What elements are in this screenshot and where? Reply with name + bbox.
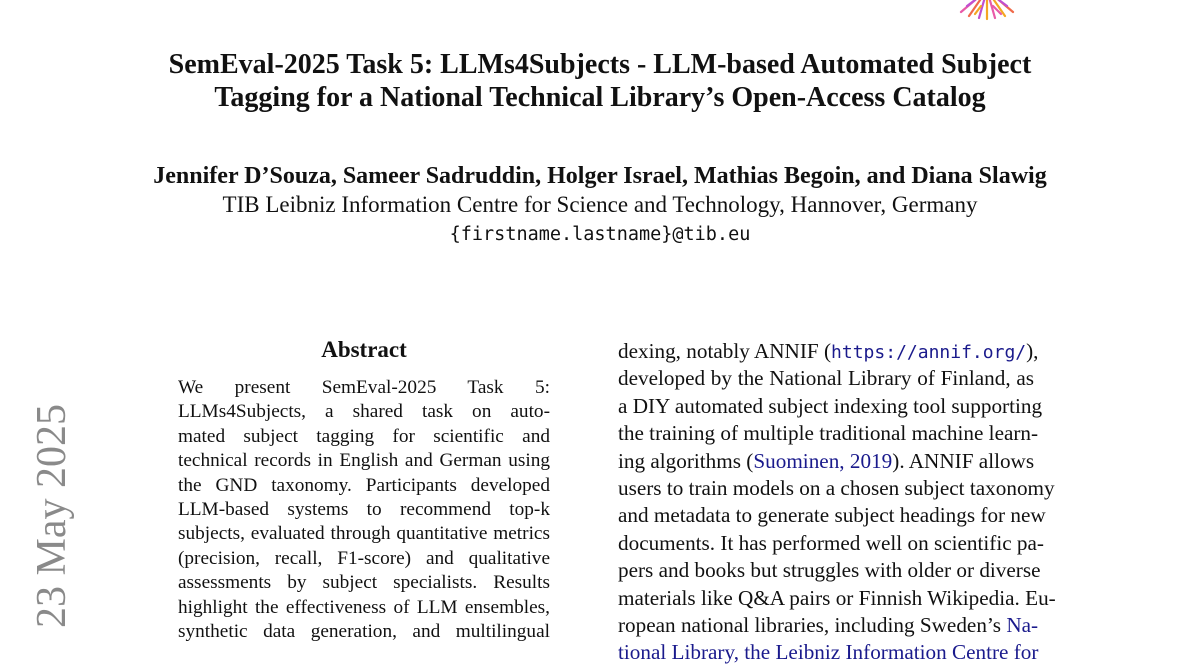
abstract-line: technical records in English and German using <box>178 450 550 472</box>
author-email: {firstname.lastname}@tib.eu <box>449 224 751 245</box>
body-line: developed by the National Library of Finland, as <box>618 366 1034 391</box>
abstract-line: assessments by subject specialists. Results <box>178 572 550 594</box>
abstract-line: highlight the effectiveness of LLM ensembles, <box>178 596 550 618</box>
body-text-fragment: dexing, notably ANNIF ( <box>618 339 832 363</box>
abstract-line: subjects, evaluated through quantitative metrics <box>178 523 550 545</box>
abstract-line: LLM-based systems to recommend top-k <box>178 498 550 520</box>
title-line-1: SemEval-2025 Task 5: LLMs4Subjects - LLM-based Automated Subject <box>168 49 1032 80</box>
annif-url-link[interactable]: https://annif.org/ <box>831 342 1027 363</box>
body-text-fragment: ), <box>1026 339 1039 363</box>
body-text-fragment: ropean national libraries, including Sweden’s <box>618 612 1007 637</box>
abstract-line: the GND taxonomy. Participants developed <box>178 474 550 496</box>
abstract-heading: Abstract <box>321 337 407 362</box>
citation-link[interactable]: Suominen, 2019 <box>753 448 893 473</box>
affiliation: TIB Leibniz Information Centre for Science and Technology, Hannover, Germany <box>222 192 978 217</box>
body-line <box>618 448 1034 475</box>
title-line-2: Tagging for a National Technical Library’s Open-Access Catalog <box>214 82 986 113</box>
body-line: the training of multiple traditional machine learn- <box>618 421 1039 446</box>
body-line <box>618 338 1039 365</box>
abstract-line: LLMs4Subjects, a shared task on auto- <box>178 401 550 423</box>
paper-title <box>0 48 1200 114</box>
body-line: documents. It has performed well on scientific pa- <box>618 530 1044 555</box>
body-line: a DIY automated subject indexing tool supporting <box>618 393 1043 418</box>
body-line <box>618 612 1039 639</box>
body-line: materials like Q&A pairs or Finnish Wikipedia. Eu- <box>618 585 1056 610</box>
body-line-partial: tional Library, the Leibniz Information Centre for <box>618 640 1039 665</box>
body-column <box>618 338 1056 667</box>
body-line: users to train models on a chosen subject taxonomy <box>618 475 1055 500</box>
body-line: and metadata to generate subject headings for new <box>618 503 1046 528</box>
body-line: pers and books but struggles with older or diverse <box>618 558 1041 583</box>
national-library-link[interactable]: Na- <box>1006 612 1039 637</box>
arxiv-date-stamp: 23 May 2025 <box>29 404 75 628</box>
body-text-fragment: ). ANNIF allows <box>892 448 1035 473</box>
abstract-line: synthetic data generation, and multilingual <box>178 620 550 642</box>
starburst-logo-icon <box>955 0 1019 20</box>
abstract-line: (precision, recall, F1-score) and qualitative <box>178 547 550 569</box>
author-list: Jennifer D’Souza, Sameer Sadruddin, Holger Israel, Mathias Begoin, and Diana Slawig <box>153 163 1047 189</box>
abstract-body <box>178 376 550 644</box>
abstract-line: mated subject tagging for scientific and <box>178 425 550 447</box>
abstract-line: We present SemEval-2025 Task 5: <box>178 377 550 398</box>
body-text-fragment: ing algorithms ( <box>618 448 754 473</box>
